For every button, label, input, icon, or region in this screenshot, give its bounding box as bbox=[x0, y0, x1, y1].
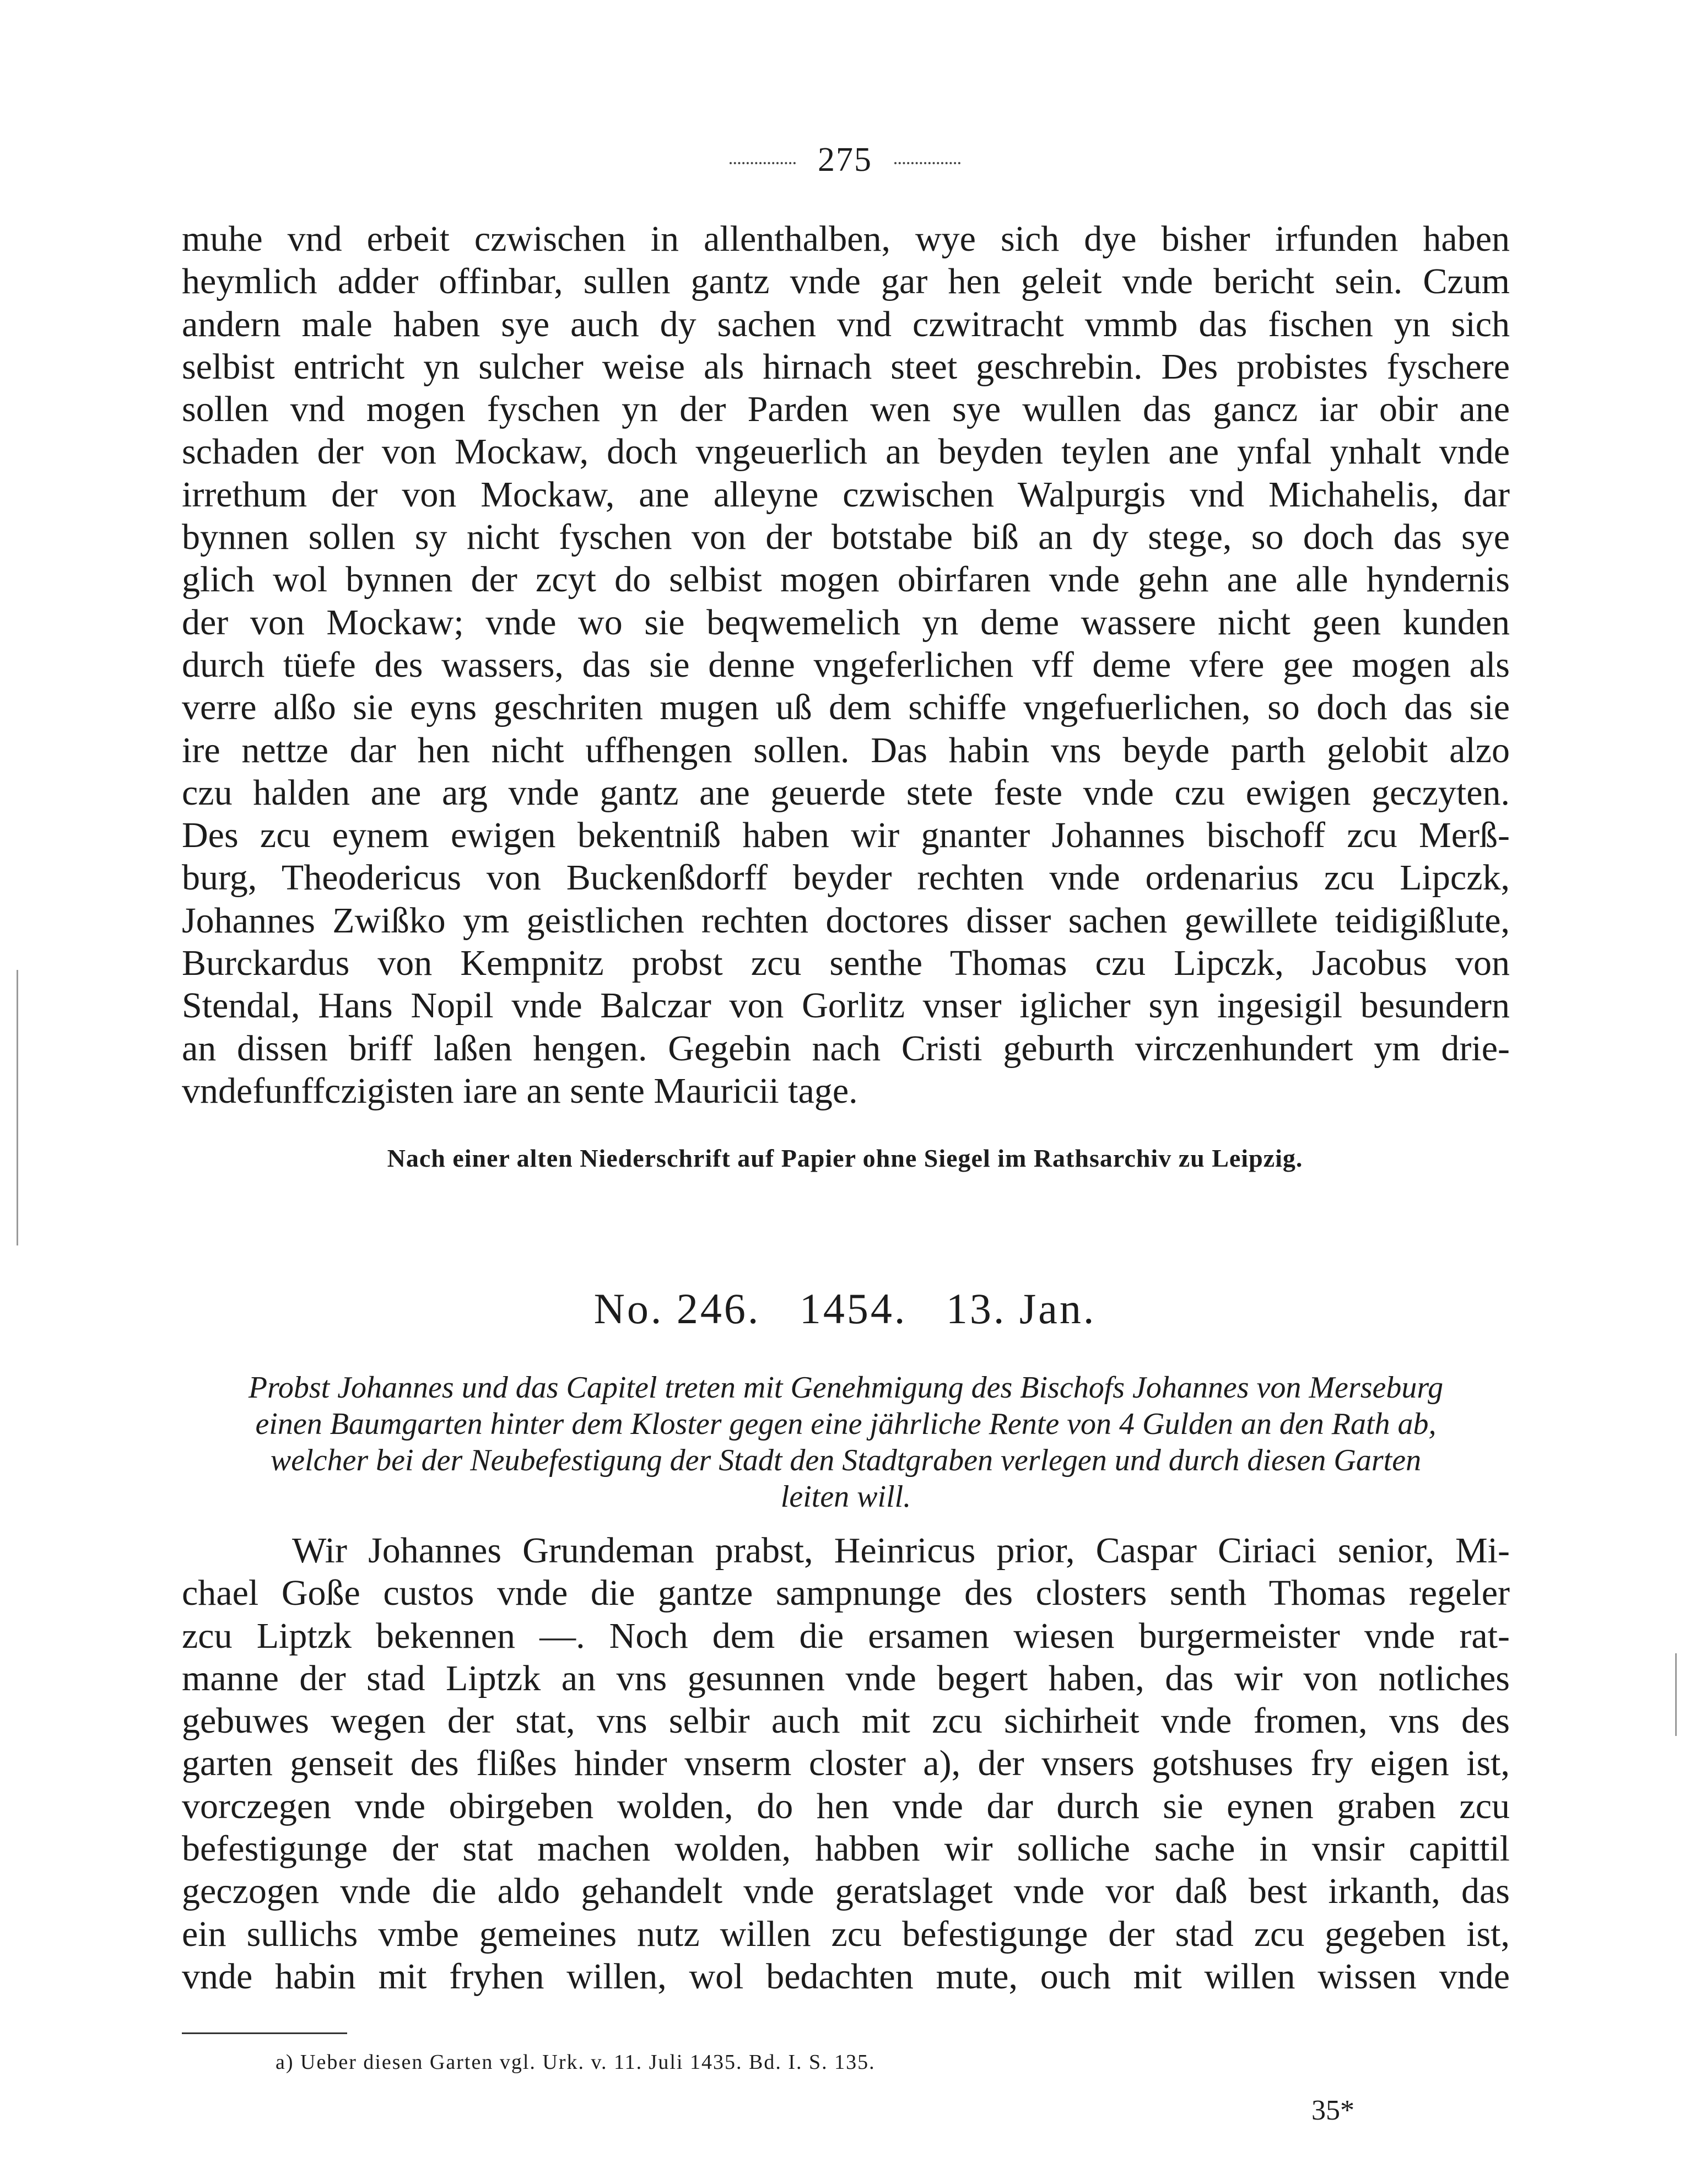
scan-edge-mark bbox=[1675, 1653, 1677, 1736]
regest-summary bbox=[165, 1369, 1526, 1515]
body-line: ein sullichs vmbe gemeines nutz willen zcu befestigunge der stad zcu gegeben ist, bbox=[182, 1913, 1510, 1954]
body-line: befestigunge der stat machen wolden, habben wir solliche sache in vnsir capittil bbox=[182, 1829, 1510, 1869]
text-line: Johannes Zwißko ym geistlichen rechten doctores disser sachen gewillete teidigißlute, bbox=[182, 900, 1510, 941]
body-line: vorczegen vnde obirgeben wolden, do hen vnde dar durch sie eynen graben zcu bbox=[182, 1786, 1510, 1826]
body-line: Wir Johannes Grundeman prabst, Heinricus prior, Caspar Ciriaci senior, Mi- bbox=[292, 1530, 1510, 1571]
footnote: a) Ueber diesen Garten vgl. Urk. v. 11. Juli 1435. Bd. I. S. 135. bbox=[276, 2051, 876, 2074]
running-header bbox=[0, 141, 1690, 180]
text-line: selbist entricht yn sulcher weise als hirnach steet geschrebin. Des probistes fyschere bbox=[182, 346, 1510, 387]
text-line: irrethum der von Mockaw, ane alleyne czwischen Walpurgis vnd Michahelis, dar bbox=[182, 474, 1510, 515]
text-line: durch tüefe des wassers, das sie denne vngeferlichen vff deme vfere gee mogen als bbox=[182, 644, 1510, 685]
text-line: Stendal, Hans Nopil vnde Balczar von Gorlitz vnser iglicher syn ingesigil besundern bbox=[182, 985, 1510, 1026]
signature-mark: 35* bbox=[1311, 2095, 1354, 2126]
text-line: glich wol bynnen der zcyt do selbist mogen obirfaren vnde gehn ane alle hyndernis bbox=[182, 559, 1510, 600]
source-note: Nach einer alten Niederschrift auf Papier ohne Siegel im Rathsarchiv zu Leipzig. bbox=[387, 1144, 1303, 1172]
text-line: schaden der von Mockaw, doch vngeuerlich an beyden teylen ane ynfal ynhalt vnde bbox=[182, 432, 1510, 472]
text-line: Burckardus von Kempnitz probst zcu senthe Thomas czu Lipczk, Jacobus von bbox=[182, 943, 1510, 984]
regest-line: Probst Johannes und das Capitel treten mit Genehmigung des Bischofs Johannes von Merseburg bbox=[248, 1371, 1444, 1405]
text-line: andern male haben sye auch dy sachen vnd czwitracht vmmb das fischen yn sich bbox=[182, 304, 1510, 344]
header-rule-right bbox=[894, 162, 960, 164]
text-line: muhe vnd erbeit czwischen in allenthalben, wye sich dye bisher irfunden haben bbox=[182, 219, 1510, 259]
body-line: gebuwes wegen der stat, vns selbir auch mit zcu sichirheit vnde fromen, vns des bbox=[182, 1701, 1510, 1741]
regest-line: leiten will. bbox=[780, 1480, 911, 1514]
text-line: der von Mockaw; vnde wo sie beqwemelich yn deme wassere nicht geen kunden bbox=[182, 602, 1510, 643]
continued-document-text bbox=[182, 218, 1510, 1112]
body-line: zcu Liptzk bekennen —. Noch dem die ersamen wiesen burgermeister vnde rat- bbox=[182, 1615, 1510, 1656]
document-body-text bbox=[182, 1529, 1510, 1998]
text-line: burg, Theodericus von Buckenßdorff beyder rechten vnde ordenarius zcu Lipczk, bbox=[182, 858, 1510, 898]
text-line: vndefunffczigisten iare an sente Mauricii tage. bbox=[182, 1070, 858, 1111]
regest-line: einen Baumgarten hinter dem Kloster gegen eine jährliche Rente von 4 Gulden an den Rath ab, bbox=[255, 1407, 1437, 1441]
body-line: chael Goße custos vnde die gantze sampnunge des closters senth Thomas regeler bbox=[182, 1573, 1510, 1614]
text-line: heymlich adder offinbar, sullen gantz vnde gar hen geleit vnde bericht sein. Czum bbox=[182, 261, 1510, 302]
body-line: vnde habin mit fryhen willen, wol bedachten mute, ouch mit willen wissen vnde bbox=[182, 1956, 1510, 1997]
body-line: garten genseit des flißes hinder vnserm closter a), der vnsers gotshuses fry eigen ist, bbox=[182, 1743, 1510, 1784]
body-line: geczogen vnde die aldo gehandelt vnde geratslaget vnde vor daß best irkanth, das bbox=[182, 1871, 1510, 1912]
text-line: bynnen sollen sy nicht fyschen von der botstabe biß an dy stege, so doch das sye bbox=[182, 517, 1510, 558]
scan-edge-mark bbox=[17, 970, 18, 1245]
text-line: verre alßo sie eyns geschriten mugen uß dem schiffe vngefuerlichen, so doch das sie bbox=[182, 687, 1510, 728]
document-heading: No. 246. 1454. 13. Jan. bbox=[593, 1285, 1097, 1333]
header-rule-left bbox=[730, 162, 796, 164]
text-line: ire nettze dar hen nicht uffhengen sollen. Das habin vns beyde parth gelobit alzo bbox=[182, 730, 1510, 770]
text-line: czu halden ane arg vnde gantz ane geuerde stete feste vnde czu ewigen geczyten. bbox=[182, 772, 1510, 813]
page-number: 275 bbox=[818, 141, 872, 179]
text-line: an dissen briff laßen hengen. Gegebin nach Cristi geburth virczenhundert ym drie- bbox=[182, 1028, 1510, 1069]
footnote-rule bbox=[182, 2032, 347, 2034]
text-line: sollen vnd mogen fyschen yn der Parden wen sye wullen das gancz iar obir ane bbox=[182, 389, 1510, 430]
text-line: Des zcu eynem ewigen bekentniß haben wir gnanter Johannes bischoff zcu Merß- bbox=[182, 815, 1510, 856]
body-line: manne der stad Liptzk an vns gesunnen vnde begert haben, das wir von notliches bbox=[182, 1658, 1510, 1698]
regest-line: welcher bei der Neubefestigung der Stadt den Stadtgraben verlegen und durch diesen Garten bbox=[270, 1443, 1422, 1477]
